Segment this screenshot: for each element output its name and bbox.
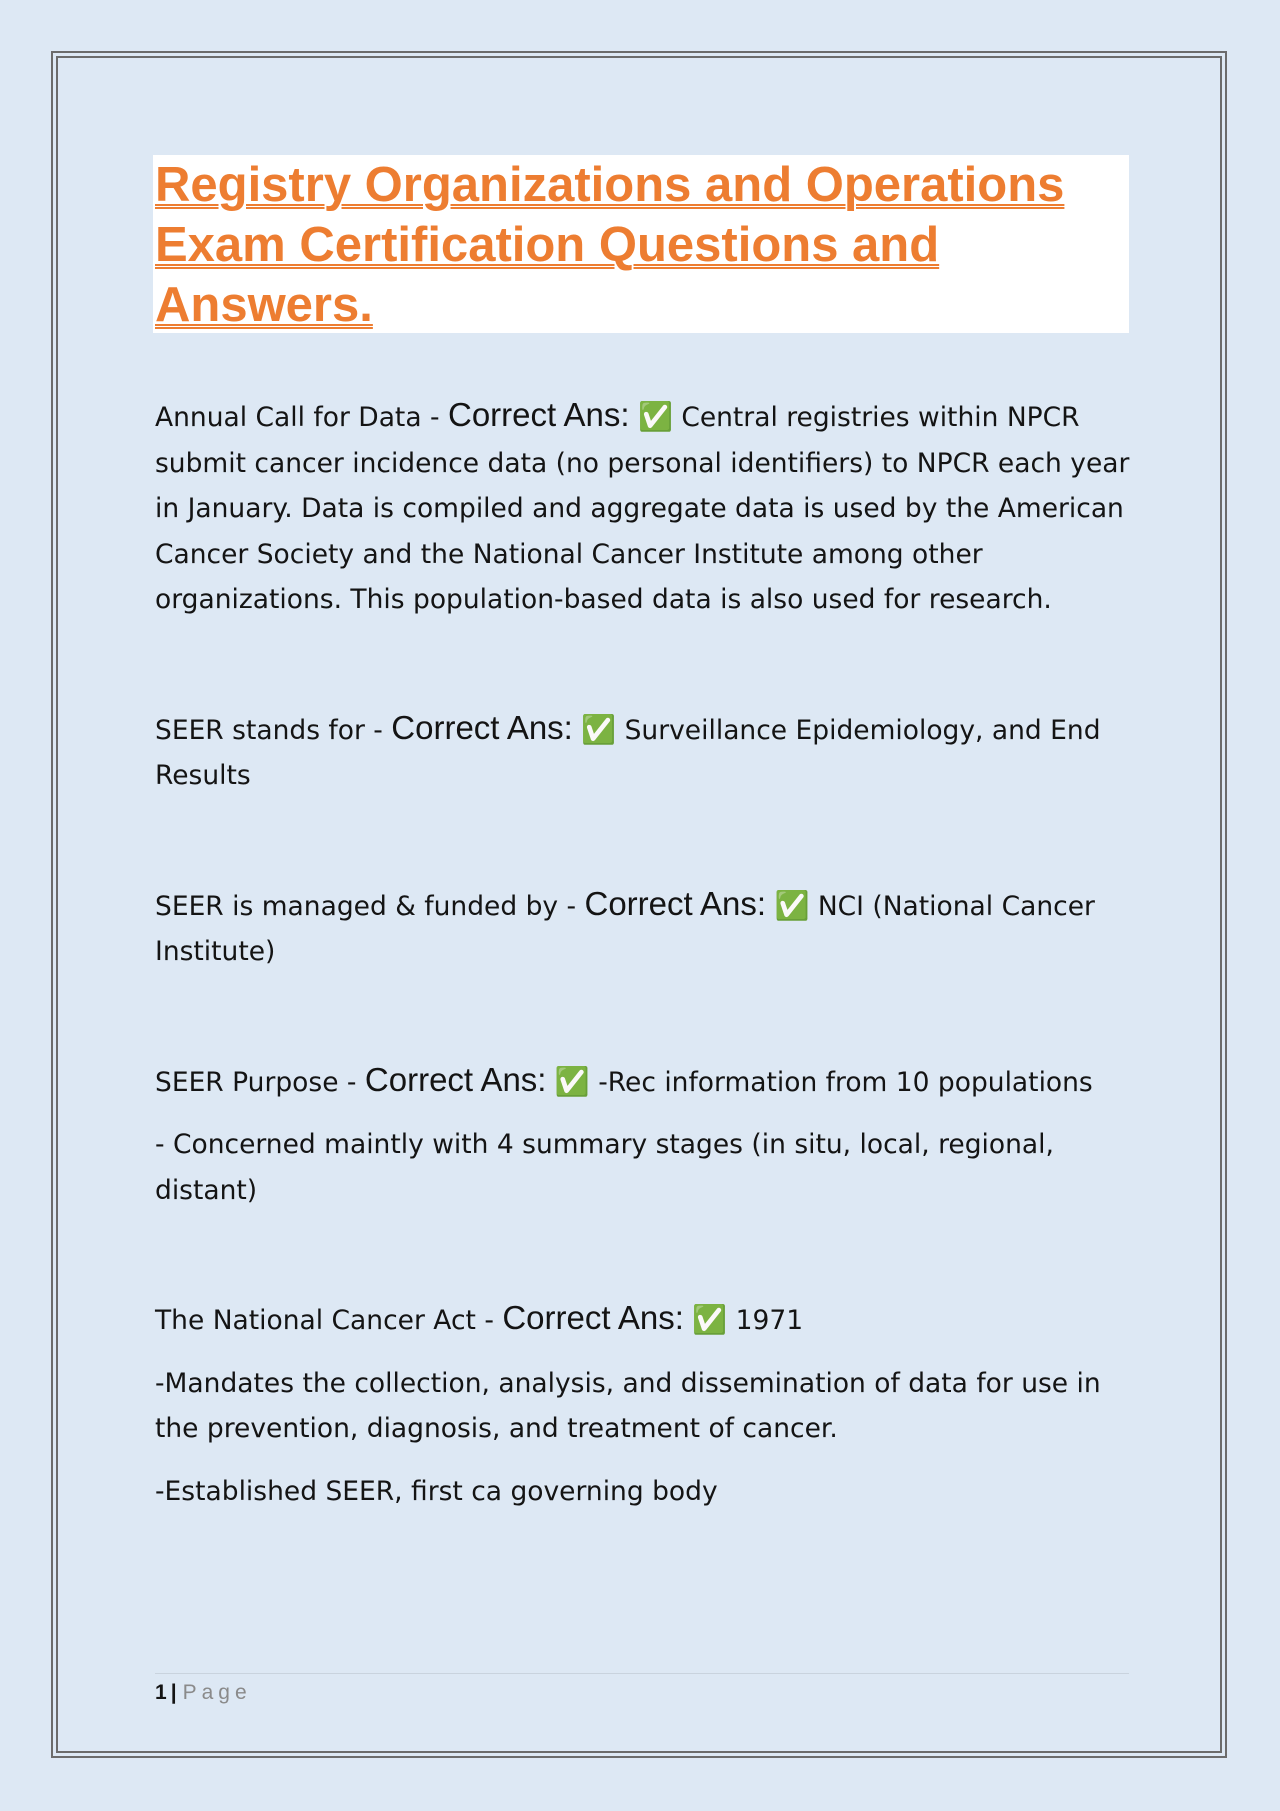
answer-text: Central registries within NPCR submit cancer incidence data (no personal identifiers) to NPCR each year in January. Data is compiled and aggregate data is used by the American Cancer Society and the National Cancer Institute among other organizations. This population-based data is also used for research. [155,402,1130,615]
check-mark-icon: ✅ [638,400,673,433]
check-mark-icon: ✅ [692,1303,728,1336]
answer-label: Correct Ans: [502,1299,684,1336]
answer-line: -Mandates the collection, analysis, and dissemination of data for use in the prevention, diagnosis, and treatment of cancer. [155,1367,1101,1444]
page-footer [155,1680,252,1706]
page-number: 1 [155,1681,167,1704]
answer-text: 1971 [735,1305,804,1336]
answer-label: Correct Ans: [447,396,630,433]
answer-line: - Concerned maintly with 4 summary stages (in situ, local, regional, distant) [155,1129,1054,1206]
answer-label: Correct Ans: [584,884,767,922]
question-text: SEER Purpose - [155,1066,365,1098]
answer-line: -Established SEER, first ca governing body [155,1475,718,1507]
check-mark-icon: ✅ [774,888,810,922]
answer-text: -Rec information from 10 populations [598,1066,1093,1098]
footer-rule [155,1673,1129,1674]
answer-label: Correct Ans: [391,708,573,746]
answer-text: NCI (National Cancer Institute) [155,890,1095,967]
question-text: Annual Call for Data - [155,402,448,433]
footer-separator: | [170,1681,177,1704]
title-box [153,155,1129,333]
answer-label: Correct Ans: [364,1060,547,1098]
qa-item [155,1057,1135,1106]
check-mark-icon: ✅ [554,1064,590,1098]
page-word: Page [182,1681,252,1704]
qa-item [155,705,1135,799]
question-text: The National Cancer Act - [155,1305,503,1336]
question-text: SEER is managed & funded by - [155,890,585,922]
question-text: SEER stands for - [155,714,392,746]
check-mark-icon: ✅ [581,712,617,746]
qa-item [155,881,1135,975]
qa-content [155,392,1135,1514]
qa-item [155,1295,1135,1344]
answer-text: Surveillance Epidemiology, and End Results [155,714,1101,791]
qa-item [155,392,1135,623]
document-title: Registry Organizations and Operations Exam Certification Questions and Answers. [155,158,1065,332]
